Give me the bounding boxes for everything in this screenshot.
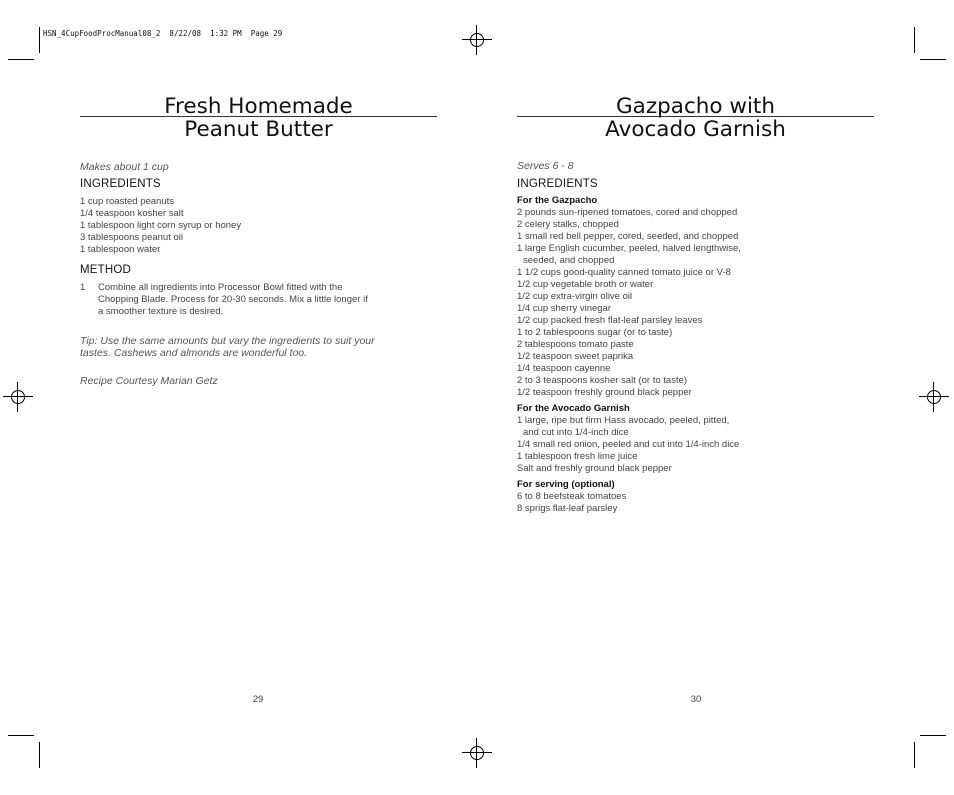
ingredient-item: 2 tablespoons tomato paste	[517, 339, 634, 350]
crop-mark	[920, 59, 946, 60]
title-line: Gazpacho with	[616, 94, 775, 119]
recipe-yield: Makes about 1 cup	[80, 161, 169, 173]
ingredient-list	[517, 207, 874, 399]
registration-mark-bottom	[466, 742, 488, 764]
ingredient-item: 8 sprigs flat-leaf parsley	[517, 503, 618, 514]
ingredients-heading: INGREDIENTS	[80, 178, 161, 190]
ingredient-item: 1 small red bell pepper, cored, seeded, and chopped	[517, 231, 739, 242]
ingredient-item: 6 to 8 beefsteak tomatoes	[517, 491, 627, 502]
crop-mark	[8, 735, 34, 736]
registration-mark-right	[923, 386, 945, 408]
ingredient-item: 1 cup roasted peanuts	[80, 196, 175, 207]
ingredient-item: 1 tablespoon fresh lime juice	[517, 451, 638, 462]
left-page	[80, 95, 437, 387]
ingredient-item: 1 large, ripe but firm Hass avocado, peeled, pitted,	[517, 415, 730, 426]
registration-mark-left	[7, 386, 29, 408]
ingredient-item: 1/2 cup vegetable broth or water	[517, 279, 654, 290]
page-number: 29	[252, 694, 264, 705]
ingredient-item: 2 to 3 teaspoons kosher salt (or to taste)	[517, 375, 688, 386]
tip-text: tastes. Cashews and almonds are wonderful too.	[80, 347, 308, 359]
ingredient-item: 1 large English cucumber, peeled, halved lengthwise,	[517, 243, 741, 254]
ingredient-item: 2 pounds sun-ripened tomatoes, cored and chopped	[517, 207, 738, 218]
ingredient-item: 1 to 2 tablespoons sugar (or to taste)	[517, 327, 673, 338]
step-text: Combine all ingredients into Processor Bowl fitted with the	[98, 282, 343, 293]
method-step	[80, 282, 437, 318]
ingredient-item: 1/2 teaspoon freshly ground black pepper	[517, 387, 692, 398]
ingredient-item: and cut into 1/4-inch dice	[523, 427, 629, 438]
crop-mark	[8, 59, 34, 60]
ingredient-item: 1/2 teaspoon sweet paprika	[517, 351, 634, 362]
ingredient-item: 1/2 cup packed fresh flat-leaf parsley leaves	[517, 315, 703, 326]
ingredients-heading: INGREDIENTS	[517, 178, 598, 190]
crop-mark	[914, 27, 915, 53]
tip-text: Tip: Use the same amounts but vary the ingredients to suit your	[80, 335, 375, 347]
printer-slug: HSN_4CupFoodProcManual08_2 8/22/08 1:32 PM Page 29	[43, 29, 283, 38]
ingredient-list	[517, 491, 874, 515]
crop-mark	[39, 742, 40, 768]
recipe-title	[517, 95, 874, 141]
recipe-title	[80, 95, 437, 141]
ingredient-item: 1/4 teaspoon cayenne	[517, 363, 611, 374]
method-heading: METHOD	[80, 264, 132, 276]
ingredient-item: 3 tablespoons peanut oil	[80, 232, 183, 243]
ingredient-item: 1/4 teaspoon kosher salt	[80, 208, 184, 219]
crop-mark	[920, 735, 946, 736]
ingredient-item: 1 tablespoon water	[80, 244, 161, 255]
ingredient-item: 1/4 cup sherry vinegar	[517, 303, 611, 314]
crop-mark	[914, 742, 915, 768]
title-line: Avocado Garnish	[605, 117, 786, 142]
subsection-heading: For the Gazpacho	[517, 195, 598, 206]
subsection-heading: For serving (optional)	[517, 479, 615, 490]
ingredient-item: Salt and freshly ground black pepper	[517, 463, 672, 474]
right-page	[517, 95, 874, 515]
subsection-heading: For the Avocado Garnish	[517, 403, 630, 414]
recipe-credit: Recipe Courtesy Marian Getz	[80, 375, 218, 387]
crop-mark	[39, 27, 40, 53]
ingredient-list	[517, 415, 874, 475]
ingredient-item: 1 1/2 cups good-quality canned tomato juice or V-8	[517, 267, 731, 278]
ingredient-item: 1/4 small red onion, peeled and cut into 1/4-inch dice	[517, 439, 740, 450]
step-text: Chopping Blade. Process for 20-30 seconds. Mix a little longer if	[98, 294, 368, 305]
recipe-yield: Serves 6 - 8	[517, 160, 574, 172]
step-number: 1	[80, 282, 86, 293]
ingredient-item: 2 celery stalks, chopped	[517, 219, 619, 230]
registration-mark-top	[466, 29, 488, 51]
page-number: 30	[690, 694, 702, 705]
step-text: a smoother texture is desired.	[98, 306, 224, 317]
ingredient-item: seeded, and chopped	[523, 255, 615, 266]
ingredient-item: 1 tablespoon light corn syrup or honey	[80, 220, 242, 231]
ingredient-list	[80, 196, 437, 256]
ingredient-item: 1/2 cup extra-virgin olive oil	[517, 291, 633, 302]
title-line: Peanut Butter	[184, 117, 333, 142]
title-line: Fresh Homemade	[164, 94, 353, 119]
